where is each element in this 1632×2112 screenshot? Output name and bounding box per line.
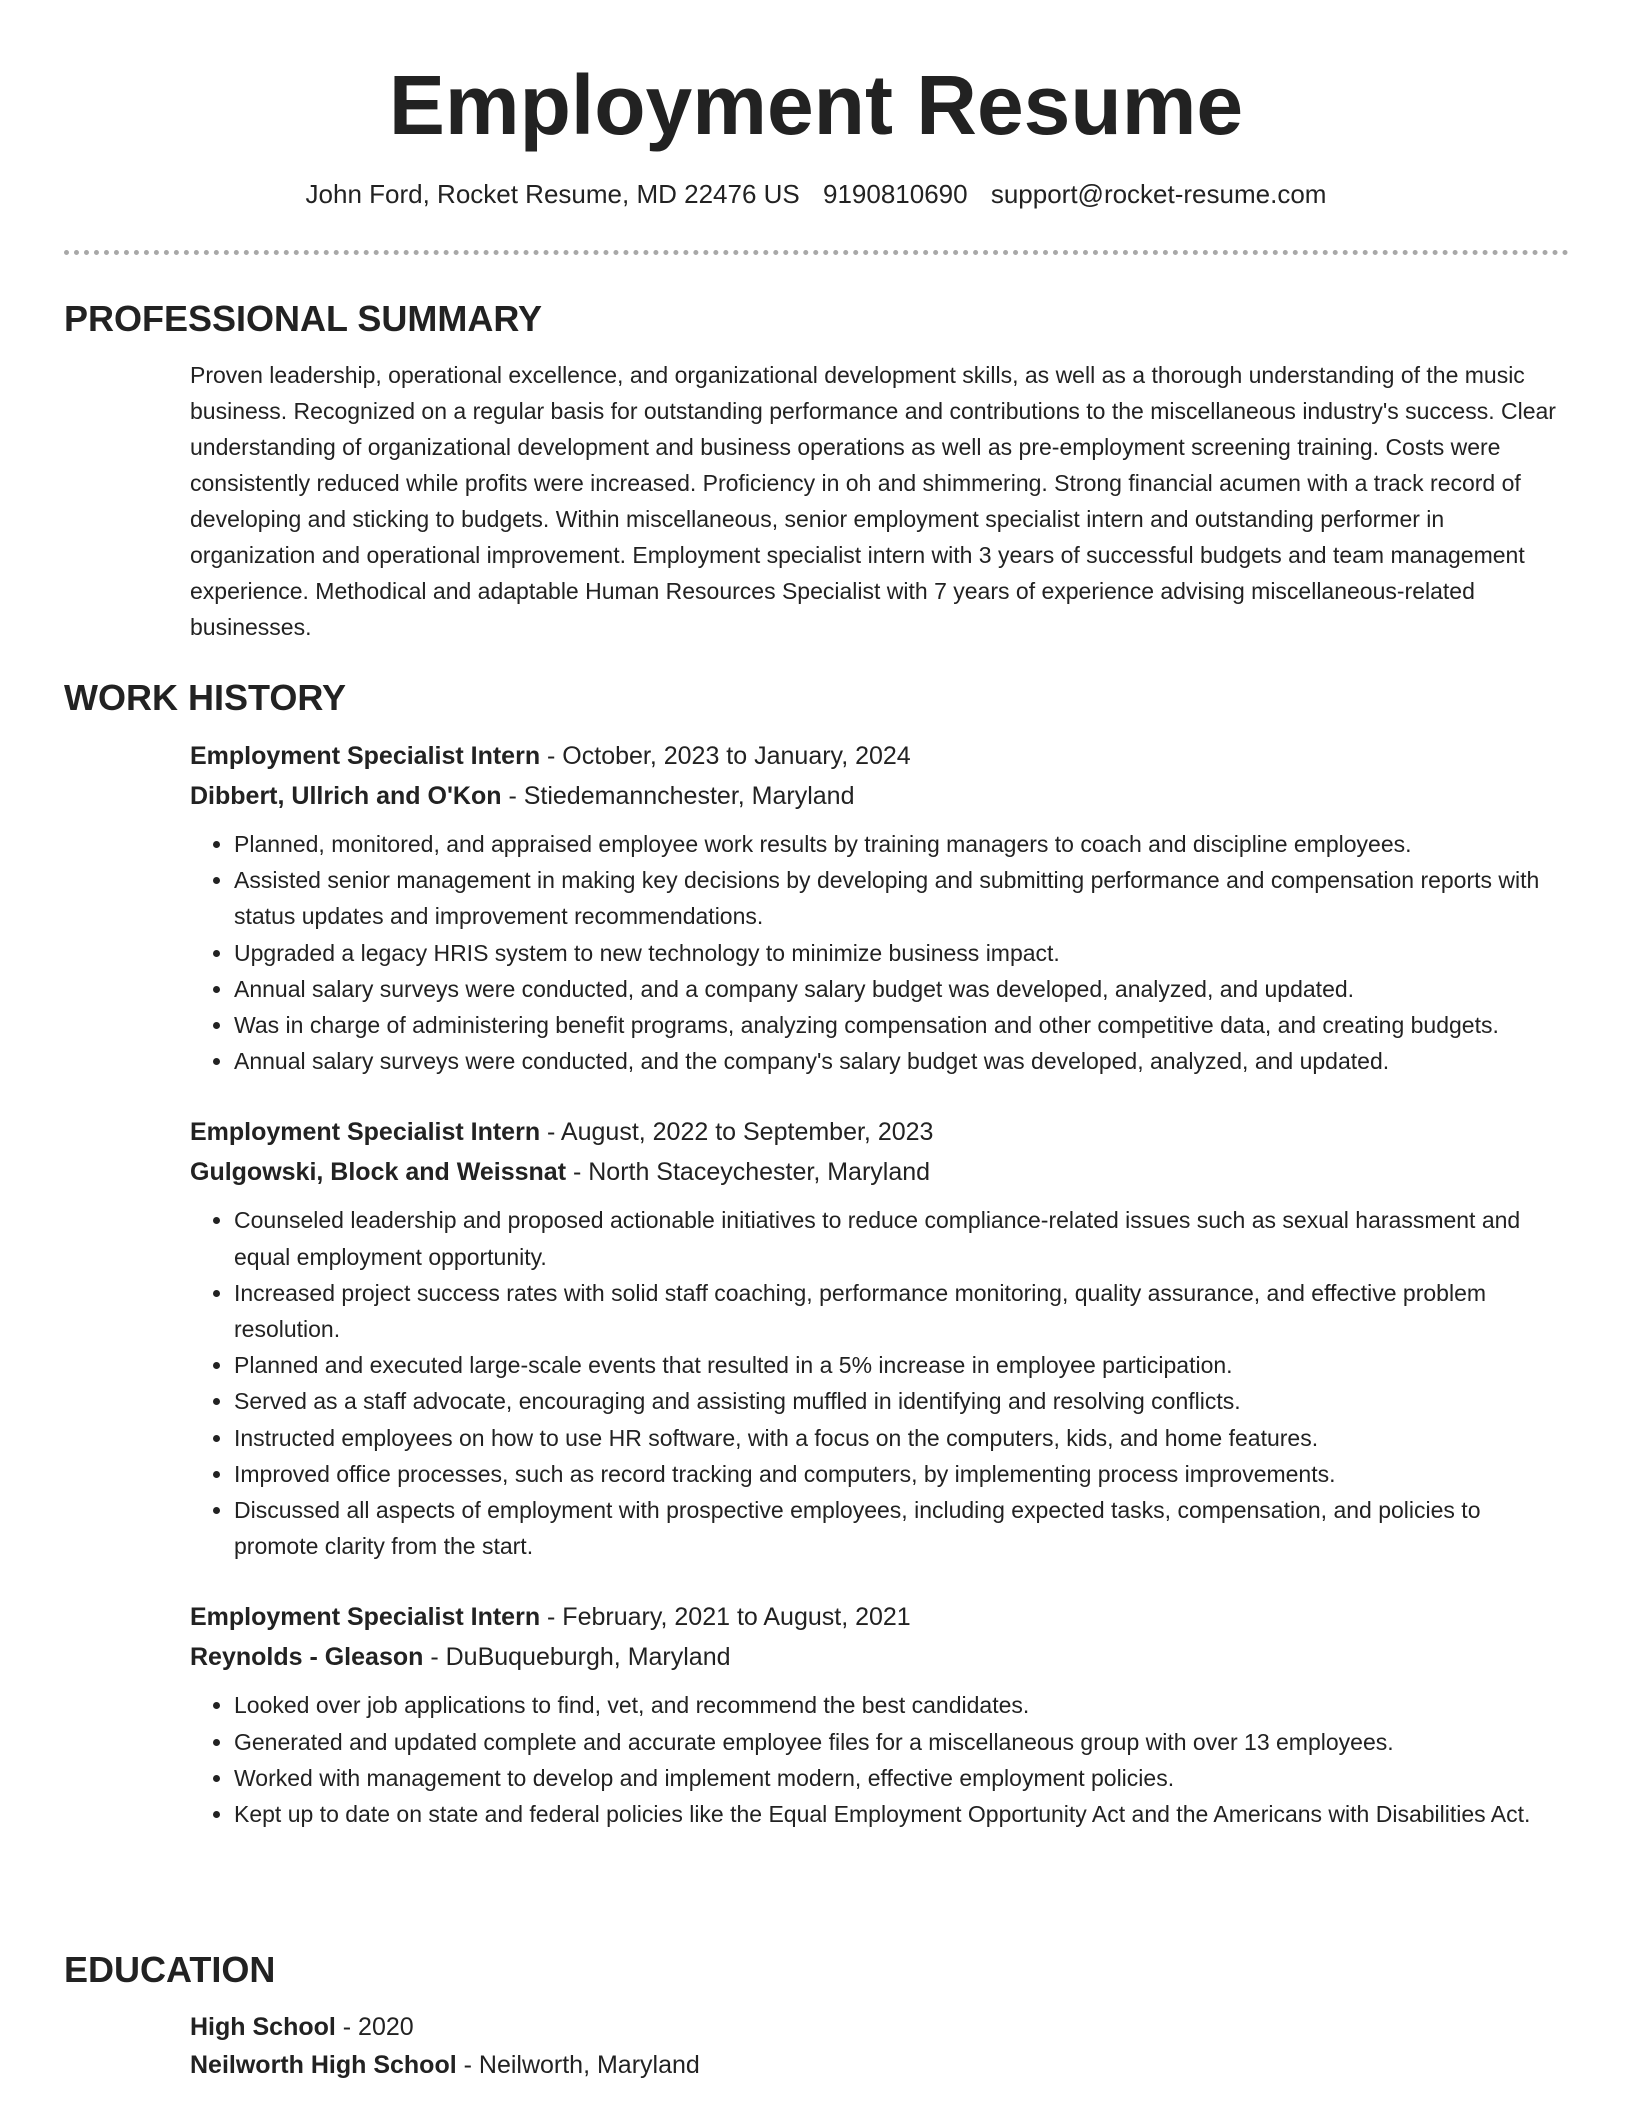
education-degree: High School <box>190 2013 336 2041</box>
job-title-line <box>190 1597 1569 1637</box>
job-company-line <box>190 1637 1569 1677</box>
education-heading: EDUCATION <box>64 1949 276 1990</box>
job-title: Employment Specialist Intern <box>190 1118 541 1147</box>
job-entry <box>190 736 1569 1079</box>
work-history-section <box>64 676 1569 1832</box>
job-bullets <box>190 1687 1569 1832</box>
job-bullet: • Annual salary surveys were conducted, and a company salary budget was developed, analyzed, and updated. <box>234 971 1569 1007</box>
job-company-line <box>190 1152 1569 1192</box>
job-bullet: • Looked over job applications to find, vet, and recommend the best candidates. <box>234 1687 1569 1723</box>
job-bullet: • Annual salary surveys were conducted, and the company's salary budget was developed, analyzed, and updated. <box>234 1043 1569 1079</box>
job-location: - Stiedemannchester, Maryland <box>501 782 855 810</box>
job-dates: - August, 2022 to September, 2023 <box>540 1118 934 1147</box>
summary-text: Proven leadership, operational excellence, and organizational development skills, as well as a thorough understanding of the music business. Recognized on a regular basis for outstanding performance and contributions to the miscellaneous industry's success. Clear understanding of organizational development and business operations as well as pre-employment screening training. Costs were consistently reduced while profits were increased. Proficiency in oh and shimmering. Strong financial acumen with a track record of developing and sticking to budgets. Within miscellaneous, senior employment specialist intern and outstanding performer in organization and operational improvement. Employment specialist intern with 3 years of successful budgets and team management experience. Methodical and adaptable Human Resources Specialist with 7 years of experience advising miscellaneous-related businesses. <box>190 362 1556 640</box>
contact-address: John Ford, Rocket Resume, MD 22476 US <box>305 179 800 209</box>
summary-heading: PROFESSIONAL SUMMARY <box>64 298 543 339</box>
job-title: Employment Specialist Intern <box>190 742 541 770</box>
job-bullet: • Kept up to date on state and federal policies like the Equal Employment Opportunity Act and the Americans with Disabilities Act. <box>234 1796 1569 1832</box>
job-bullet: • Increased project success rates with solid staff coaching, performance monitoring, quality assurance, and effective problem resolution. <box>234 1275 1569 1347</box>
education-section <box>64 1948 1569 2084</box>
education-school: Neilworth High School <box>190 2051 457 2079</box>
contact-line <box>0 177 1632 211</box>
job-bullet: • Instructed employees on how to use HR software, with a focus on the computers, kids, and home features. <box>234 1420 1569 1456</box>
job-entry <box>190 1597 1569 1832</box>
job-bullets <box>190 1202 1569 1564</box>
education-entry <box>190 2008 1569 2084</box>
job-dates: - October, 2023 to January, 2024 <box>540 742 911 770</box>
job-bullet: • Upgraded a legacy HRIS system to new technology to minimize business impact. <box>234 935 1569 971</box>
job-bullet: • Generated and updated complete and accurate employee files for a miscellaneous group with over 13 employees. <box>234 1724 1569 1760</box>
job-bullet: • Discussed all aspects of employment with prospective employees, including expected tasks, compensation, and policies to promote clarity from the start. <box>234 1492 1569 1564</box>
education-location: - Neilworth, Maryland <box>456 2051 700 2079</box>
job-bullet: • Planned and executed large-scale events that resulted in a 5% increase in employee participation. <box>234 1347 1569 1383</box>
job-bullet: • Was in charge of administering benefit programs, analyzing compensation and other competitive data, and creating budgets. <box>234 1007 1569 1043</box>
job-company: Gulgowski, Block and Weissnat <box>190 1158 567 1187</box>
summary-section <box>64 297 1569 645</box>
education-degree-line <box>190 2008 1569 2046</box>
job-bullets <box>190 826 1569 1079</box>
job-company: Dibbert, Ullrich and O'Kon <box>190 782 502 810</box>
resume-title: Employment Resume <box>388 58 1244 152</box>
header-divider <box>64 250 1569 255</box>
resume-header <box>0 55 1632 211</box>
education-year: - 2020 <box>335 2013 414 2041</box>
contact-phone: 9190810690 <box>822 179 968 209</box>
job-title: Employment Specialist Intern <box>190 1603 541 1632</box>
job-bullet: • Assisted senior management in making key decisions by developing and submitting performance and compensation reports with status updates and improvement recommendations. <box>234 862 1569 934</box>
job-title-line <box>190 736 1569 776</box>
job-bullet: • Worked with management to develop and implement modern, effective employment policies. <box>234 1760 1569 1796</box>
job-bullet: • Planned, monitored, and appraised employee work results by training managers to coach and discipline employees. <box>234 826 1569 862</box>
job-bullet: • Improved office processes, such as record tracking and computers, by implementing process improvements. <box>234 1456 1569 1492</box>
job-entry <box>190 1112 1569 1564</box>
job-company-line <box>190 776 1569 816</box>
job-location: - North Staceychester, Maryland <box>566 1158 931 1187</box>
job-location: - DuBuqueburgh, Maryland <box>423 1643 731 1672</box>
job-dates: - February, 2021 to August, 2021 <box>540 1603 911 1632</box>
job-title-line <box>190 1112 1569 1152</box>
job-bullet: • Served as a staff advocate, encouraging and assisting muffled in identifying and resolving conflicts. <box>234 1383 1569 1419</box>
job-bullet: • Counseled leadership and proposed actionable initiatives to reduce compliance-related issues such as sexual harassment and equal employment opportunity. <box>234 1202 1569 1274</box>
job-company: Reynolds - Gleason <box>190 1643 424 1672</box>
contact-email: support@rocket-resume.com <box>990 179 1327 209</box>
education-school-line <box>190 2046 1569 2084</box>
work-history-heading: WORK HISTORY <box>64 677 347 718</box>
